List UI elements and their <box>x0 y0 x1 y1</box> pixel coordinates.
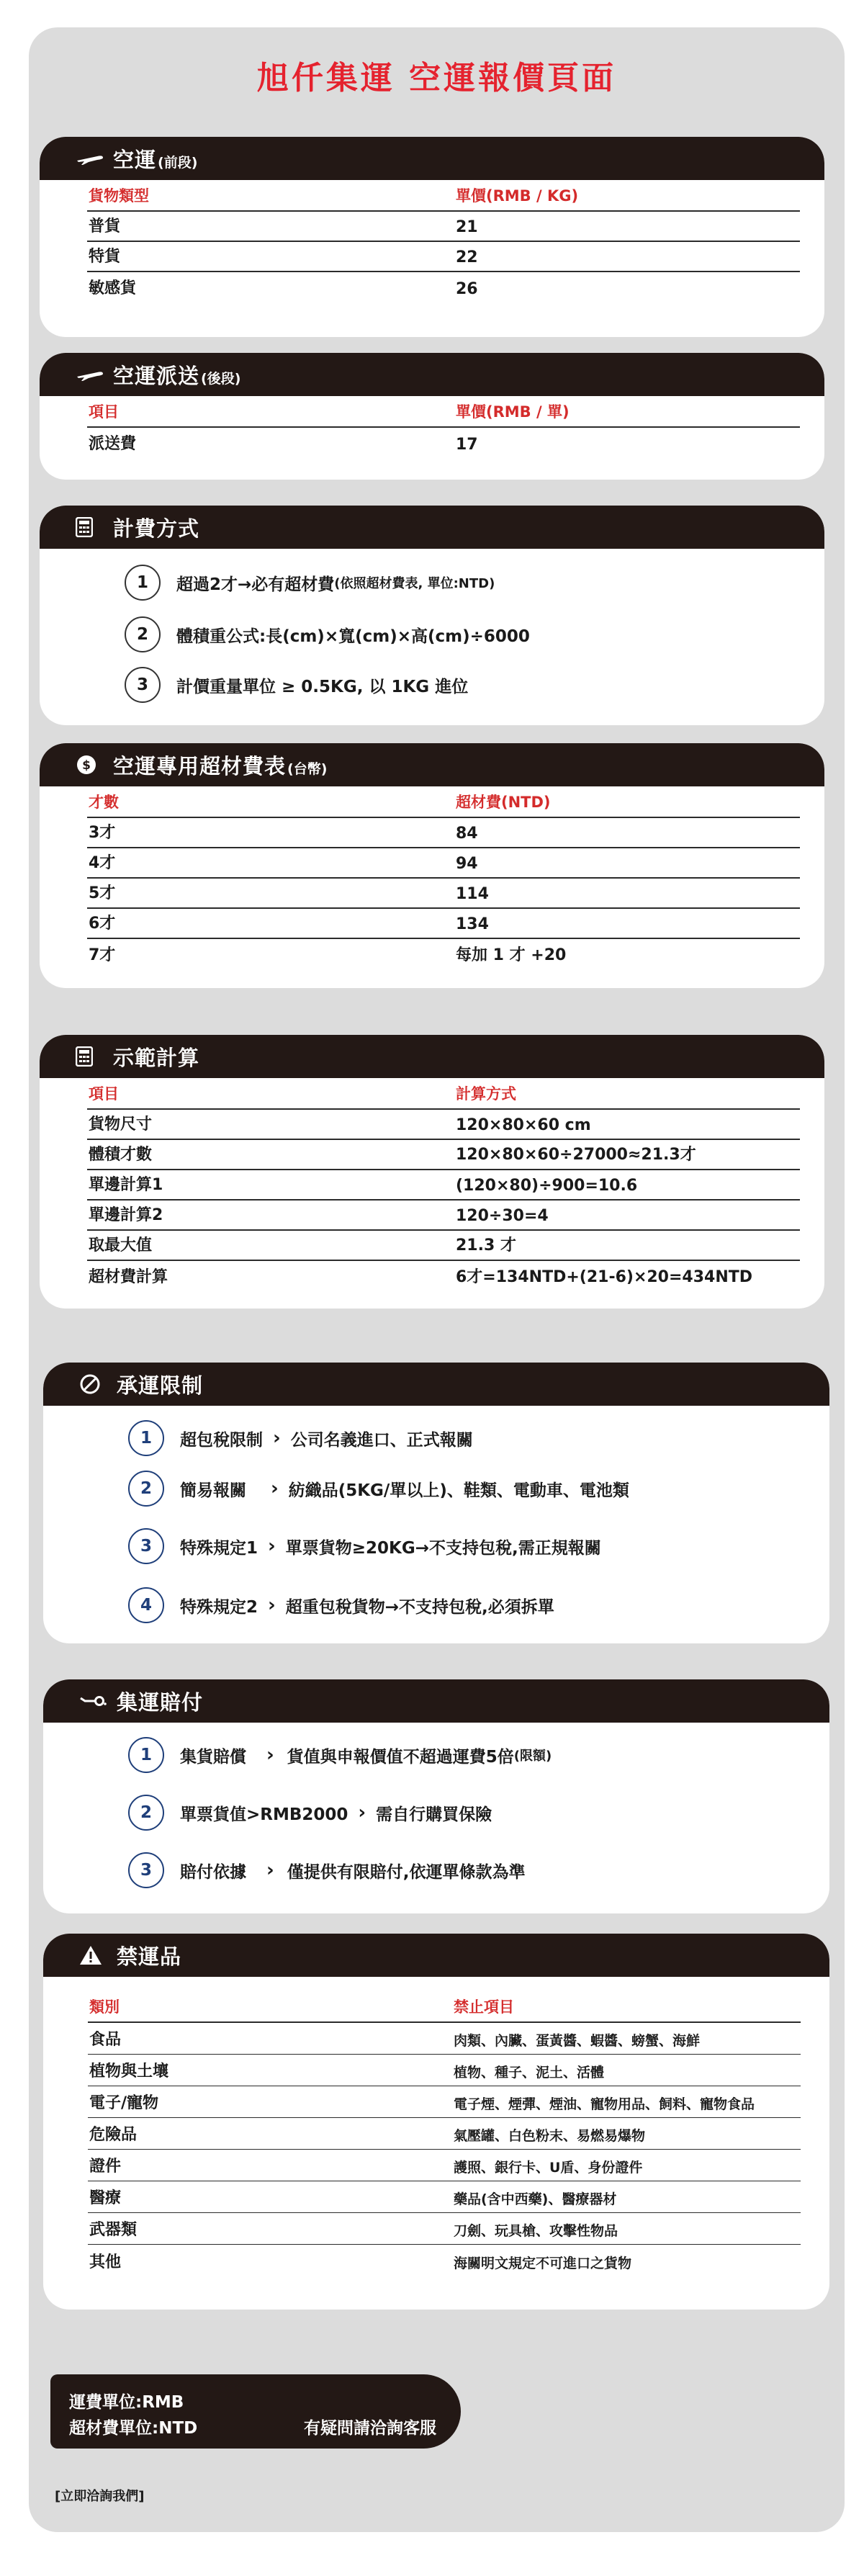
step-number: 2 <box>125 616 161 652</box>
table-row: 體積才數 120×80×60÷27000≈21.3才 <box>87 1140 800 1170</box>
air-delivery-title: 空運派送 <box>113 363 200 388</box>
step-number: 3 <box>125 667 161 703</box>
oversize-title: 空運專用超材費表 <box>113 753 287 778</box>
table-row: 5才 114 <box>87 879 800 909</box>
air-front-card <box>40 137 824 337</box>
air-front-table <box>87 181 800 302</box>
oversize-unit-label: 超材費單位:NTD <box>69 2419 198 2438</box>
table-row: 食品 肉類、內臟、蛋黃醬、蝦醬、螃蟹、海鮮 <box>88 2023 801 2055</box>
help-text: 有疑問請洽詢客服 <box>304 2419 436 2438</box>
billing-header <box>40 506 824 549</box>
table-row: 6才 134 <box>87 909 800 939</box>
chevron-right-icon: › <box>271 1478 279 1499</box>
compensation-item-3: 3 賠付依據 › 僅提供有限賠付,依運單條款為準 <box>128 1852 525 1888</box>
warning-icon <box>79 1944 108 1966</box>
air-front-title: 空運 <box>113 147 157 172</box>
page-title: 旭仟集運 空運報價頁面 <box>256 60 617 97</box>
table-row: 醫療 藥品(含中西藥)、醫療器材 <box>88 2181 801 2213</box>
step-number: 2 <box>128 1795 164 1831</box>
air-front-subtitle: (前段) <box>158 154 198 171</box>
table-row: 證件 護照、銀行卡、U盾、身份證件 <box>88 2150 801 2181</box>
oversize-subtitle: (台幣) <box>287 760 328 777</box>
table-row: 取最大值 21.3 才 <box>87 1231 800 1261</box>
table-row: 單邊計算1 (120×80)÷900=10.6 <box>87 1170 800 1201</box>
compensation-card <box>43 1679 829 1913</box>
billing-item-3: 3 計價重量單位 ≥ 0.5KG, 以 1KG 進位 <box>125 667 468 703</box>
restrictions-card <box>43 1363 829 1643</box>
table-row: 超材費計算 6才=134NTD+(21-6)×20=434NTD <box>89 1268 753 1286</box>
billing-card <box>40 506 824 725</box>
prohibited-table <box>88 1991 801 2276</box>
air-delivery-card <box>40 353 824 480</box>
restrictions-header <box>43 1363 829 1406</box>
prohibited-title: 禁運品 <box>117 1944 182 1969</box>
example-card <box>40 1035 824 1309</box>
chevron-right-icon: › <box>266 1859 274 1881</box>
table-row: 貨物尺寸 120×80×60 cm <box>87 1110 800 1140</box>
table-row: 其他 海關明文規定不可進口之貨物 <box>89 2253 632 2271</box>
example-table <box>87 1080 800 1291</box>
units-footer <box>50 2374 461 2449</box>
airplane-icon <box>76 148 104 169</box>
table-header-row: 類別 禁止項目 <box>88 1991 801 2023</box>
oversize-header <box>40 743 824 786</box>
table-row: 敏感貨 26 <box>89 279 478 298</box>
restrictions-title: 承運限制 <box>117 1373 204 1398</box>
oversize-card <box>40 743 824 988</box>
example-title: 示範計算 <box>113 1045 200 1070</box>
table-header-row: 項目 計算方式 <box>87 1080 800 1110</box>
chevron-right-icon: › <box>266 1744 274 1766</box>
chevron-right-icon: › <box>268 1535 276 1557</box>
air-delivery-header <box>40 353 824 396</box>
key-icon <box>79 1690 108 1712</box>
restriction-item-3: 3 特殊規定1 › 單票貨物≥20KG→不支持包稅,需正規報關 <box>128 1528 601 1564</box>
billing-item-2: 2 體積重公式:長(cm)×寬(cm)×高(cm)÷6000 <box>125 616 530 652</box>
table-row: 武器類 刀劍、玩具槍、攻擊性物品 <box>88 2213 801 2245</box>
air-front-header <box>40 137 824 180</box>
prohibited-icon <box>79 1373 108 1395</box>
chevron-right-icon: › <box>358 1802 366 1823</box>
table-row: 派送費 17 <box>89 435 478 454</box>
table-row: 特貨 22 <box>87 242 800 272</box>
airplane-icon <box>76 364 104 385</box>
example-header <box>40 1035 824 1078</box>
compensation-header <box>43 1679 829 1723</box>
restriction-item-1: 1 超包稅限制 › 公司名義進口、正式報關 <box>128 1420 473 1456</box>
table-header-row: 項目 單價(RMB / 單) <box>87 398 800 428</box>
table-row: 植物與土壤 植物、種子、泥土、活體 <box>88 2055 801 2086</box>
step-number: 4 <box>128 1587 164 1623</box>
compensation-item-1: 1 集貨賠償 › 貨值與申報價值不超過運費5倍 (限額) <box>128 1737 552 1773</box>
compensation-item-2: 2 單票貨值>RMB2000 › 需自行購買保險 <box>128 1795 492 1831</box>
chevron-right-icon: › <box>268 1594 276 1616</box>
chevron-right-icon: › <box>273 1427 281 1449</box>
table-row: 7才 每加 1 才 +20 <box>89 946 567 964</box>
table-header-row: 貨物類型 單價(RMB / KG) <box>87 181 800 212</box>
billing-title: 計費方式 <box>113 516 200 541</box>
step-number: 1 <box>125 565 161 601</box>
table-row: 3才 84 <box>87 818 800 848</box>
air-delivery-subtitle: (後段) <box>201 370 241 387</box>
contact-us-link[interactable]: [立即洽詢我們] <box>55 2489 145 2504</box>
table-row: 普貨 21 <box>87 212 800 242</box>
dollar-coin-icon <box>76 754 104 776</box>
step-number: 1 <box>128 1420 164 1456</box>
step-number: 1 <box>128 1737 164 1773</box>
step-number: 3 <box>128 1528 164 1564</box>
compensation-title: 集運賠付 <box>117 1689 204 1715</box>
restriction-item-2: 2 簡易報關 › 紡織品(5KG/單以上)、鞋類、電動車、電池類 <box>128 1471 629 1507</box>
calculator-icon <box>76 1046 104 1067</box>
table-row: 危險品 氣壓罐、白色粉末、易燃易爆物 <box>88 2118 801 2150</box>
oversize-table <box>87 788 800 969</box>
freight-unit-label: 運費單位:RMB <box>69 2393 184 2412</box>
prohibited-card <box>43 1934 829 2310</box>
prohibited-header <box>43 1934 829 1977</box>
table-header-row: 才數 超材費(NTD) <box>87 788 800 818</box>
table-row: 4才 94 <box>87 848 800 879</box>
billing-item-1: 1 超過2才→必有超材費 (依照超材費表, 單位:NTD) <box>125 565 495 601</box>
step-number: 2 <box>128 1471 164 1507</box>
svg-text:$: $ <box>82 758 91 773</box>
calculator-icon <box>76 516 104 538</box>
air-delivery-table <box>87 398 800 458</box>
table-row: 電子/寵物 電子煙、煙彈、煙油、寵物用品、飼料、寵物食品 <box>88 2086 801 2118</box>
table-row: 單邊計算2 120÷30=4 <box>87 1201 800 1231</box>
step-number: 3 <box>128 1852 164 1888</box>
restriction-item-4: 4 特殊規定2 › 超重包稅貨物→不支持包稅,必須拆單 <box>128 1587 554 1623</box>
